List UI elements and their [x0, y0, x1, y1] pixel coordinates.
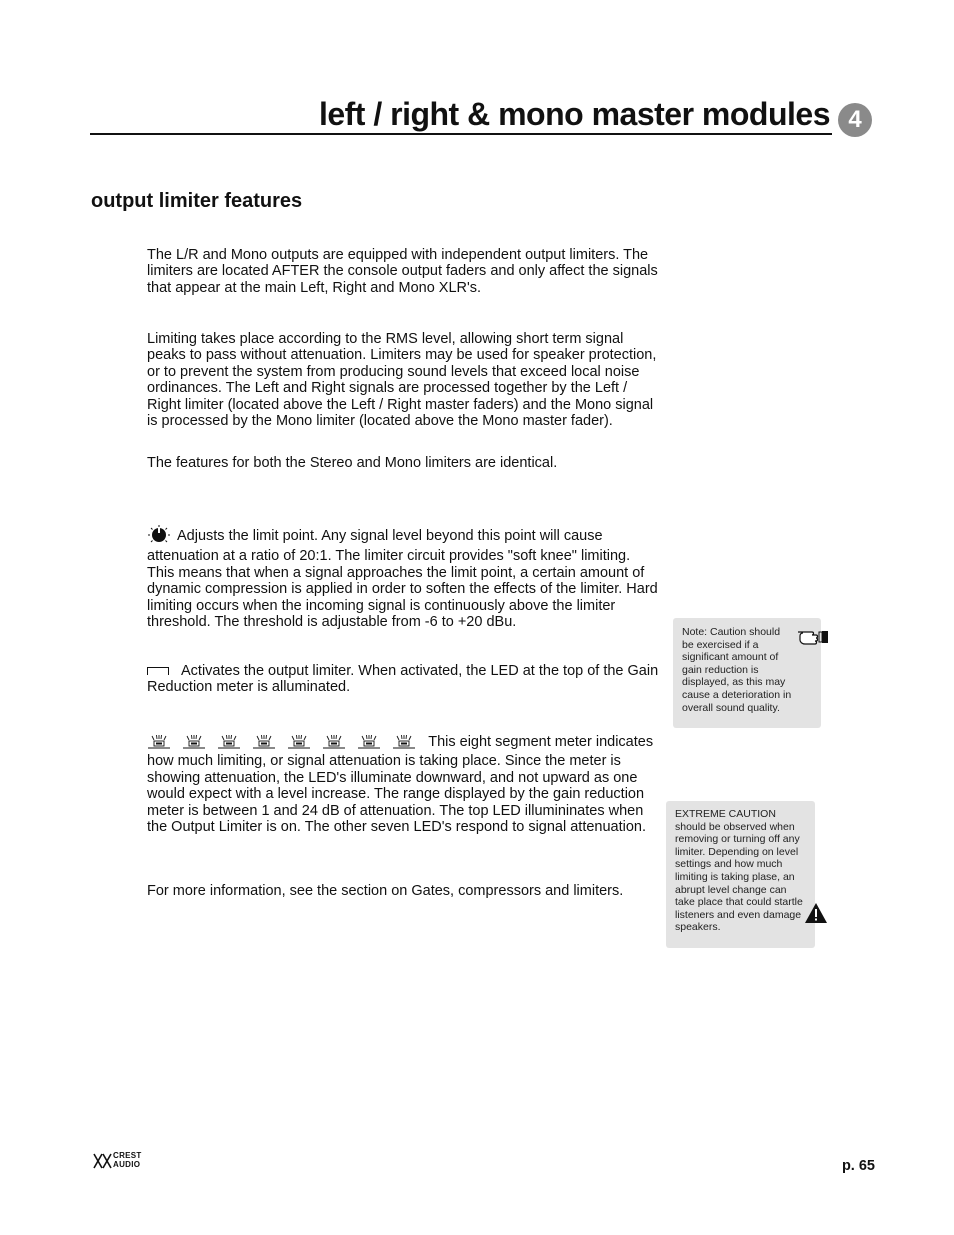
chapter-badge: 4 — [838, 103, 872, 137]
page-title: left / right & mono master modules — [318, 96, 830, 132]
intro-paragraph: The L/R and Mono outputs are equipped with independent output limiters. The limiters are located AFTER the console output faders and only affect the signals that appear at the main Left, Right and Mono XLR's. — [147, 247, 658, 296]
limiter-switch-paragraph — [147, 663, 659, 696]
meter-text: This eight segment meter indicates how much limiting, or signal attenuation is taking place. Since the meter is showing attenuation, the LED's illuminate downward, and not upward as one would expect with a level increase. The range displayed by the gain reduction meter is between 1 and 24 dB of attenuation. The top LED illumininates when the Output Limiter is on. The other seven LED's respond to signal attenuation. — [147, 734, 654, 836]
crest-audio-logo — [93, 1152, 159, 1170]
led-icon — [357, 735, 381, 753]
page-number: p. 65 — [841, 1158, 875, 1174]
led-icon — [217, 735, 241, 753]
limiting-paragraph: Limiting takes place according to the RMS level, allowing short term signal peaks to pass without attenuation. Limiters may be used for speaker protection, or to prevent the system from producing sound levels that exceed local noise ordinances. The Left and Right signals are processed together by the Left / Right limiter (located above the Left / Right master faders) and the Mono signal is processed by the Mono limiter (located above the Mono master fader). — [147, 331, 657, 430]
switch-text: Activates the output limiter. When activated, the LED at the top of the Gain Reduction meter is alluminated. — [147, 663, 659, 696]
threshold-paragraph — [147, 524, 659, 630]
gain-reduction-meter-paragraph — [147, 734, 659, 835]
caution-note-text: Note: Caution should be exercised if a significant amount of gain reduction is displayed, as this may cause a deterioration in overall sound quality. — [682, 626, 792, 714]
led-icon — [322, 735, 346, 753]
led-icon — [147, 735, 171, 753]
led-icon — [392, 735, 416, 753]
extreme-caution-note-text: EXTREME CAUTION should be observed when removing or turning off any limiter. Depending on level settings and how much limiting is taking plase, an abrupt level change can take place that could startle listeners and even damage speakers. — [675, 808, 803, 934]
logo-line-audio: AUDIO — [113, 1159, 141, 1169]
caution-note — [673, 618, 821, 728]
extreme-caution-note — [666, 801, 815, 948]
more-info-paragraph: For more information, see the section on Gates, compressors and limiters. — [147, 883, 624, 899]
identical-features-paragraph: The features for both the Stereo and Mono limiters are identical. — [147, 455, 558, 471]
led-icon — [287, 735, 311, 753]
led-icon — [252, 735, 276, 753]
warning-triangle-icon — [804, 902, 828, 928]
logo-wordmark — [113, 1152, 142, 1169]
led-icon — [182, 735, 206, 753]
led-meter-icons — [147, 735, 423, 753]
header-rule — [90, 133, 832, 135]
knob-icon — [147, 524, 173, 548]
logo-line-crest: CREST — [113, 1151, 142, 1160]
crest-logo-mark-icon — [93, 1152, 113, 1170]
pushbutton-switch-icon — [147, 667, 169, 675]
section-heading: output limiter features — [91, 190, 303, 212]
threshold-text: Adjusts the limit point. Any signal level beyond this point will cause attenuation at a ratio of 20:1. The limiter circuit provides "soft knee" limiting. This means that when a signal approaches the limit point, a certain amount of dynamic compression is applied in order to soften the effects of the limiter. Hard limiting occurs when the incoming signal is continuously above the limiter threshold. The threshold is adjustable from -6 to +20 dBu. — [147, 528, 658, 631]
pointing-hand-icon — [796, 626, 832, 650]
